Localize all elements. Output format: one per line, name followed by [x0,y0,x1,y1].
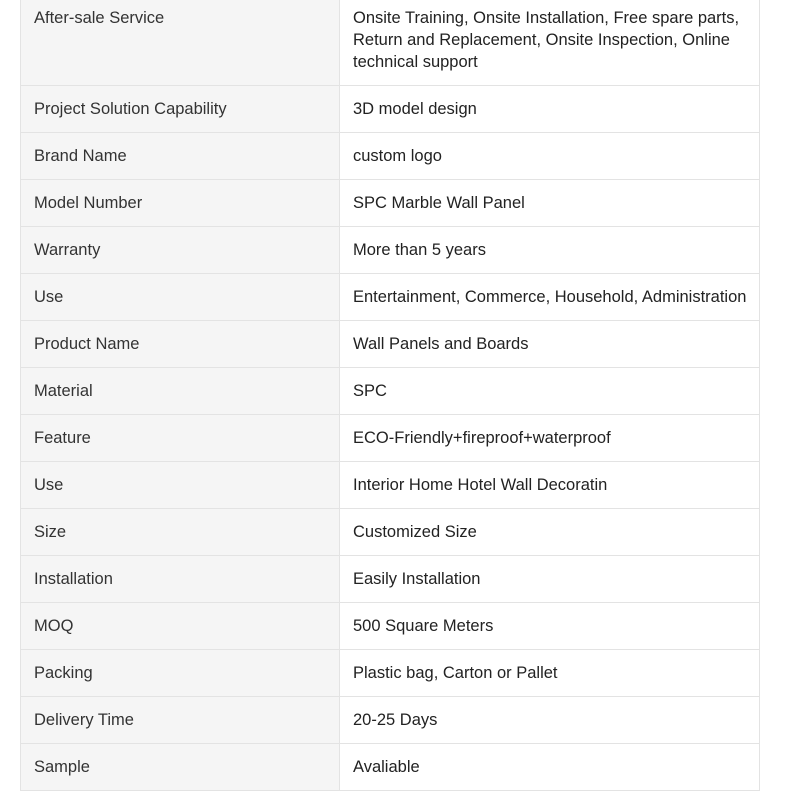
spec-row-delivery-time [21,697,760,744]
spec-value: Avaliable [340,744,760,791]
spec-row-packing [21,650,760,697]
spec-attribute: Packing [21,650,340,697]
spec-value: Easily Installation [340,556,760,603]
spec-row-brand-name [21,133,760,180]
spec-value: Plastic bag, Carton or Pallet [340,650,760,697]
spec-attribute: MOQ [21,603,340,650]
spec-value: ECO-Friendly+fireproof+waterproof [340,415,760,462]
spec-row-sample [21,744,760,791]
spec-row-project-solution-capability [21,86,760,133]
spec-value: Interior Home Hotel Wall Decoratin [340,462,760,509]
spec-value: 500 Square Meters [340,603,760,650]
spec-value: custom logo [340,133,760,180]
spec-value: SPC Marble Wall Panel [340,180,760,227]
spec-attribute: After-sale Service [21,0,340,86]
spec-attribute: Material [21,368,340,415]
spec-attribute: Delivery Time [21,697,340,744]
spec-row-feature [21,415,760,462]
spec-attribute: Brand Name [21,133,340,180]
spec-row-warranty [21,227,760,274]
spec-row-use [21,274,760,321]
spec-row-installation [21,556,760,603]
product-spec-table [20,0,760,791]
spec-row-size [21,509,760,556]
spec-value: Wall Panels and Boards [340,321,760,368]
spec-attribute: Feature [21,415,340,462]
spec-value: 20-25 Days [340,697,760,744]
spec-attribute: Warranty [21,227,340,274]
spec-row-use-2 [21,462,760,509]
spec-value: Entertainment, Commerce, Household, Administration [340,274,760,321]
spec-row-material [21,368,760,415]
spec-value: SPC [340,368,760,415]
spec-attribute: Size [21,509,340,556]
spec-attribute: Product Name [21,321,340,368]
spec-value: Onsite Training, Onsite Installation, Free spare parts, Return and Replacement, Onsite Inspection, Online technical support [340,0,760,86]
spec-value: Customized Size [340,509,760,556]
spec-row-moq [21,603,760,650]
spec-attribute: Use [21,462,340,509]
spec-attribute: Sample [21,744,340,791]
spec-value: 3D model design [340,86,760,133]
spec-value: More than 5 years [340,227,760,274]
spec-row-product-name [21,321,760,368]
spec-attribute: Model Number [21,180,340,227]
spec-attribute: Installation [21,556,340,603]
spec-row-model-number [21,180,760,227]
spec-attribute: Use [21,274,340,321]
spec-attribute: Project Solution Capability [21,86,340,133]
spec-row-after-sale-service [21,0,760,86]
